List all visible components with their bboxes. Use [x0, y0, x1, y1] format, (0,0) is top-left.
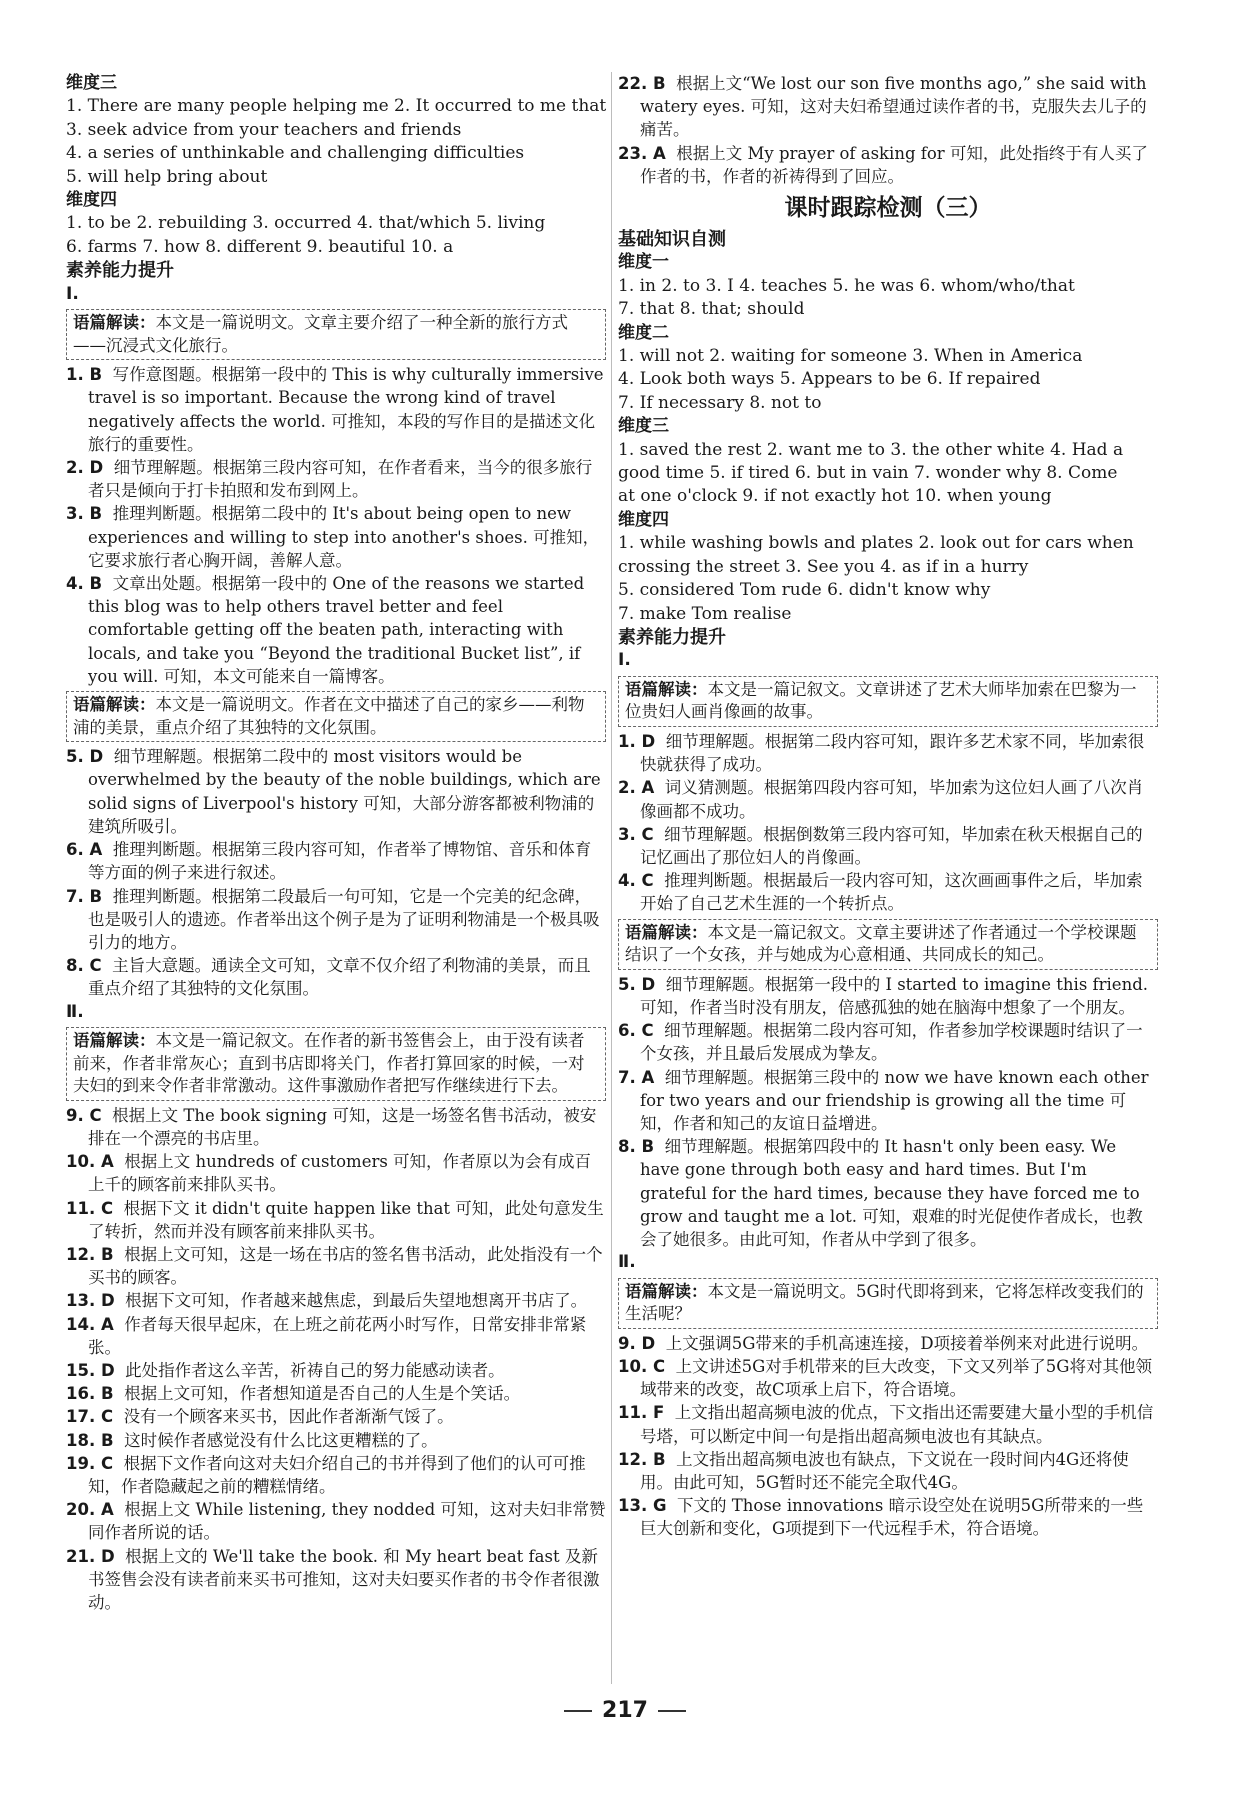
answer-item	[618, 823, 1158, 869]
answer-number: 3. B	[66, 504, 103, 524]
answer-item	[618, 1135, 1158, 1251]
answer-item	[618, 142, 1158, 188]
answer-explanation: 根据上文可知，作者想知道是否自己的人生是个笑话。	[124, 1384, 521, 1404]
analysis-label: 语篇解读：	[73, 313, 156, 333]
answer-explanation: 上文讲述5G对手机带来的巨大改变，下文又列举了5G将对其他领域带来的改变，故C项承上启下，符合语境。	[640, 1356, 1152, 1400]
answer-explanation: 上文指出超高频电波也有缺点，下文说在一段时间内4G还将使用。由此可知，5G暂时还不能完全取代4G。	[640, 1449, 1129, 1492]
answer-number: 11. F	[618, 1403, 665, 1423]
answer-explanation: 根据上文可知，这是一场在书店的签名售书活动，此处指没有一个买书的顾客。	[88, 1244, 603, 1288]
right-column	[618, 72, 1158, 1541]
column-divider	[611, 72, 612, 1684]
answer-explanation: 根据上文“We lost our son five months ago,” she said with watery eyes. 可知，这对夫妇希望通过读作者的书，克服失去儿子的痛苦。	[640, 74, 1147, 140]
answer-item	[66, 1313, 606, 1359]
answer-item	[618, 1332, 1158, 1355]
answer-line: crossing the street 3. See you 4. as if in a hurry	[618, 556, 1029, 577]
answer-item	[66, 1452, 606, 1498]
answer-explanation: 主旨大意题。通读全文可知，文章不仅介绍了利物浦的美景，而且重点介绍了其独特的文化氛围。	[88, 956, 591, 999]
section-title: 课时跟踪检测（三）	[784, 195, 992, 222]
footer-dash	[658, 1710, 686, 1712]
analysis-label: 语篇解读：	[625, 1281, 708, 1301]
answer-number: 3. C	[618, 824, 654, 844]
answer-item	[618, 1448, 1158, 1494]
answer-explanation: 根据下文 it didn't quite happen like that 可知，此处句意发生了转折，然而并没有顾客前来排队买书。	[88, 1198, 604, 1241]
answer-number: 13. G	[618, 1496, 667, 1516]
answer-line: 1. in 2. to 3. I 4. teaches 5. he was 6. whom/who/that	[618, 275, 1075, 296]
skills-heading: 素养能力提升	[618, 626, 726, 648]
part-1-label: Ⅰ.	[618, 650, 631, 671]
passage-analysis-box	[618, 1278, 1158, 1329]
answer-item	[66, 363, 606, 456]
answer-item	[618, 776, 1158, 822]
answer-number: 14. A	[66, 1314, 114, 1334]
answer-number: 9. D	[618, 1333, 656, 1353]
passage-analysis-box	[618, 919, 1158, 970]
answer-line: 5. considered Tom rude 6. didn't know why	[618, 580, 991, 601]
answer-line: 3. seek advice from your teachers and friends	[66, 119, 462, 140]
answer-number: 18. B	[66, 1430, 114, 1450]
analysis-text: 本文是一篇说明文。文章主要介绍了一种全新的旅行方式——沉浸式文化旅行。	[73, 313, 568, 355]
dimension-4-answers	[66, 212, 606, 259]
answer-item	[66, 1104, 606, 1150]
answer-explanation: 写作意图题。根据第一段中的 This is why culturally immersive travel is so important. Because the wrong kind of travel negatively affects the world. 可推知，本段的写作目的是描述文化旅行的重要性。	[88, 365, 604, 454]
answer-item	[66, 1405, 606, 1428]
analysis-label: 语篇解读：	[73, 695, 156, 715]
answer-number: 4. B	[66, 574, 103, 594]
basic-knowledge-heading: 基础知识自测	[618, 229, 726, 251]
answer-item	[618, 1355, 1158, 1401]
dimension-3-heading: 维度三	[618, 416, 669, 437]
answer-number: 6. A	[66, 840, 103, 860]
answer-number: 6. C	[618, 1021, 654, 1041]
answer-explanation: 推理判断题。根据第三段内容可知，作者举了博物馆、音乐和体育等方面的例子来进行叙述。	[88, 840, 592, 883]
answer-item	[618, 1019, 1158, 1065]
answer-line: 6. farms 7. how 8. different 9. beautiful 10. a	[66, 236, 454, 257]
answer-explanation: 没有一个顾客来买书，因此作者渐渐气馁了。	[123, 1407, 454, 1427]
answer-item	[618, 72, 1158, 142]
dimension-3-answers	[66, 95, 606, 189]
answer-item	[66, 885, 606, 955]
answer-item	[66, 954, 606, 1000]
answer-item	[618, 1401, 1158, 1447]
analysis-text: 本文是一篇记叙文。文章讲述了艺术大师毕加索在巴黎为一位贵妇人画肖像画的故事。	[625, 679, 1137, 722]
answer-line: 1. to be 2. rebuilding 3. occurred 4. that/which 5. living	[66, 213, 546, 234]
answer-item	[66, 456, 606, 502]
analysis-label: 语篇解读：	[625, 679, 708, 699]
analysis-text: 本文是一篇记叙文。文章主要讲述了作者通过一个学校课题结识了一个女孩，并与她成为心意相通、共同成长的知己。	[625, 922, 1137, 965]
part-1-label: Ⅰ.	[66, 283, 79, 304]
answer-number: 13. D	[66, 1291, 115, 1311]
answer-line: 1. saved the rest 2. want me to 3. the other white 4. Had a	[618, 439, 1124, 460]
answer-number: 8. C	[66, 956, 102, 976]
answer-number: 2. A	[618, 778, 655, 798]
answer-explanation: 细节理解题。根据第二段中的 most visitors would be overwhelmed by the beauty of the noble buildings, which are solid signs of Liverpool's history 可知，大部分游客都被利物浦的建筑所吸引。	[88, 747, 601, 836]
answer-line: 1. while washing bowls and plates 2. look out for cars when	[618, 533, 1134, 554]
answer-item	[66, 1498, 606, 1544]
answer-explanation: 推理判断题。根据第二段最后一句可知，它是一个完美的纪念碑，也是吸引人的遗迹。作者举出这个例子是为了证明利物浦是一个极具吸引力的地方。	[88, 886, 600, 952]
answer-line: good time 5. if tired 6. but in vain 7. wonder why 8. Come	[618, 463, 1118, 484]
analysis-label: 语篇解读：	[73, 1030, 156, 1050]
left-column	[66, 72, 606, 1614]
answer-number: 12. B	[66, 1244, 114, 1264]
answer-explanation: 推理判断题。根据最后一段内容可知，这次画画事件之后，毕加索开始了自己艺术生涯的一个转折点。	[640, 871, 1143, 914]
answer-explanation: 根据上文的 We'll take the book. 和 My heart beat fast 及新书签售会没有读者前来买书可推知，这对夫妇要买作者的书令作者很激动。	[88, 1546, 600, 1612]
answer-line: 1. will not 2. waiting for someone 3. When in America	[618, 346, 1083, 367]
answer-item	[66, 1429, 606, 1452]
answer-number: 7. A	[618, 1067, 655, 1087]
answer-item	[66, 1150, 606, 1196]
part-2-label: Ⅱ.	[618, 1252, 636, 1273]
passage-analysis-box	[66, 309, 606, 360]
answer-number: 19. C	[66, 1453, 114, 1473]
answer-explanation: 文章出处题。根据第一段中的 One of the reasons we started this blog was to help others travel better and feel comfortable getting off the beaten path, interacting with locals, and take you “Beyond the traditional Bucket list”, if you will. 可知，本文可能来自一篇博客。	[88, 574, 585, 686]
answer-line: 4. a series of unthinkable and challenging difficulties	[66, 143, 525, 164]
dimension-3-heading: 维度三	[66, 73, 117, 93]
answer-item	[66, 1545, 606, 1615]
answer-number: 2. D	[66, 458, 104, 478]
answer-explanation: 词义猜测题。根据第四段内容可知，毕加索为这位妇人画了八次肖像画都不成功。	[640, 778, 1144, 821]
answer-number: 21. D	[66, 1546, 115, 1566]
answer-item	[66, 1197, 606, 1243]
answer-explanation: 细节理解题。根据第二段内容可知，跟许多艺术家不同，毕加索很快就获得了成功。	[640, 731, 1145, 775]
answer-explanation: 细节理解题。根据第一段中的 I started to imagine this friend. 可知，作者当时没有朋友，倍感孤独的她在脑海中想象了一个朋友。	[640, 974, 1148, 1017]
answer-explanation: 上文强调5G带来的手机高速连接，D项接着举例来对此进行说明。	[665, 1333, 1149, 1353]
answer-explanation: 根据上文 My prayer of asking for 可知，此处指终于有人买了作者的书，作者的祈祷得到了回应。	[640, 143, 1148, 186]
answer-explanation: 这时候作者感觉没有什么比这更糟糕的了。	[124, 1430, 438, 1450]
answer-number: 10. C	[618, 1356, 666, 1376]
answer-explanation: 细节理解题。根据第四段中的 It hasn't only been easy. We have gone through both easy and hard times. But I'm grateful for the hard times, because they have forced me to grow and taught me a lot. 可知，艰难的时光促使作者成长，也教会了她很多。由此可知，作者从中学到了很多。	[640, 1137, 1143, 1249]
answer-explanation: 根据下文可知，作者越来越焦虑，到最后失望地想离开书店了。	[125, 1291, 588, 1311]
dimension-4-heading: 维度四	[66, 190, 117, 211]
answer-explanation: 作者每天很早起床，在上班之前花两小时写作，日常安排非常紧张。	[88, 1314, 587, 1357]
answer-item	[618, 730, 1158, 776]
answer-number: 5. D	[66, 747, 104, 767]
analysis-text: 本文是一篇说明文。作者在文中描述了自己的家乡——利物浦的美景，重点介绍了其独特的文化氛围。	[73, 695, 585, 737]
answer-number: 16. B	[66, 1384, 114, 1404]
answer-explanation: 推理判断题。根据第二段中的 It's about being open to new experiences and willing to step into another's shoes. 可推知，它要求旅行者心胸开阔，善解人意。	[88, 504, 600, 570]
answer-item	[66, 1243, 606, 1289]
answer-explanation: 细节理解题。根据第三段内容可知，在作者看来，当今的很多旅行者只是倾向于打卡拍照和发布到网上。	[88, 458, 593, 501]
answer-explanation: 根据上文 While listening, they nodded 可知，这对夫妇非常赞同作者所说的话。	[88, 1500, 606, 1543]
answer-explanation: 根据上文 The book signing 可知，这是一场签名售书活动，被安排在一个漂亮的书店里。	[88, 1105, 597, 1148]
passage-analysis-box	[618, 676, 1158, 727]
answer-line: 7. that 8. that; should	[618, 299, 805, 320]
answer-number: 20. A	[66, 1500, 114, 1520]
answer-number: 9. C	[66, 1105, 102, 1125]
answer-explanation: 根据上文 hundreds of customers 可知，作者原以为会有成百上千的顾客前来排队买书。	[88, 1152, 592, 1195]
answer-line: 1. There are many people helping me 2. It occurred to me that	[66, 96, 606, 117]
answer-line: 5. will help bring about	[66, 166, 268, 187]
answer-line: 7. If necessary 8. not to	[618, 392, 822, 413]
skills-heading: 素养能力提升	[66, 260, 174, 282]
answer-item	[618, 869, 1158, 915]
answer-number: 22. B	[618, 74, 666, 93]
answer-number: 8. B	[618, 1137, 655, 1157]
answer-explanation: 细节理解题。根据倒数第三段内容可知，毕加索在秋天根据自己的记忆画出了那位妇人的肖像画。	[640, 824, 1143, 867]
answer-item	[66, 1289, 606, 1312]
answer-item	[66, 1382, 606, 1405]
answer-item	[618, 973, 1158, 1019]
dimension-2-heading: 维度二	[618, 322, 669, 343]
answer-explanation: 上文指出超高频电波的优点，下文指出还需要建大量小型的手机信号塔，可以断定中间一句是指出超高频电波也有其缺点。	[640, 1403, 1154, 1446]
answer-number: 4. C	[618, 871, 654, 891]
page-number: 217	[602, 1698, 648, 1723]
answer-item	[66, 572, 606, 688]
answer-explanation: 此处指作者这么辛苦，祈祷自己的努力能感动读者。	[125, 1360, 505, 1380]
answer-line: at one o'clock 9. if not exactly hot 10. when young	[618, 486, 1052, 507]
answer-explanation: 根据下文作者向这对夫妇介绍自己的书并得到了他们的认可可推知，作者隐藏起之前的糟糕情绪。	[88, 1453, 586, 1496]
answer-number: 15. D	[66, 1360, 115, 1380]
analysis-text: 本文是一篇说明文。5G时代即将到来，它将怎样改变我们的生活呢？	[625, 1281, 1144, 1324]
page-footer	[0, 1698, 1250, 1723]
footer-dash	[564, 1710, 592, 1712]
answer-item	[618, 1066, 1158, 1136]
answer-line: 4. Look both ways 5. Appears to be 6. If repaired	[618, 369, 1041, 390]
dimension-1-heading: 维度一	[618, 252, 669, 273]
answer-explanation: 细节理解题。根据第二段内容可知，作者参加学校课题时结识了一个女孩，并且最后发展成为挚友。	[640, 1021, 1143, 1064]
answer-item	[66, 502, 606, 572]
answer-item	[618, 1494, 1158, 1540]
answer-number: 1. B	[66, 365, 103, 385]
passage-analysis-box	[66, 1027, 606, 1101]
answer-item	[66, 838, 606, 884]
answer-number: 12. B	[618, 1449, 666, 1469]
answer-number: 7. B	[66, 886, 103, 906]
answer-number: 17. C	[66, 1407, 114, 1427]
answer-item	[66, 745, 606, 838]
answer-line: 7. make Tom realise	[618, 603, 792, 624]
answer-number: 10. A	[66, 1152, 114, 1172]
answer-explanation: 下文的 Those innovations 暗示设空处在说明5G所带来的一些巨大创新和变化，G项提到下一代远程手术，符合语境。	[640, 1496, 1144, 1539]
answer-explanation: 细节理解题。根据第三段中的 now we have known each other for two years and our friendship is growing all the time 可知，作者和知己的友谊日益增进。	[640, 1067, 1149, 1133]
answer-number: 5. D	[618, 974, 656, 994]
dimension-4-heading: 维度四	[618, 509, 669, 530]
analysis-label: 语篇解读：	[625, 922, 708, 942]
passage-analysis-box	[66, 691, 606, 742]
part-2-label: Ⅱ.	[66, 1001, 84, 1022]
answer-number: 11. C	[66, 1198, 114, 1218]
answer-item	[66, 1359, 606, 1382]
answer-number: 1. D	[618, 731, 656, 751]
answer-number: 23. A	[618, 143, 666, 163]
analysis-text: 本文是一篇记叙文。在作者的新书签售会上，由于没有读者前来，作者非常灰心；直到书店即将关门，作者打算回家的时候，一对夫妇的到来令作者非常激动。这件事激励作者把写作继续进行下去。	[73, 1030, 585, 1096]
